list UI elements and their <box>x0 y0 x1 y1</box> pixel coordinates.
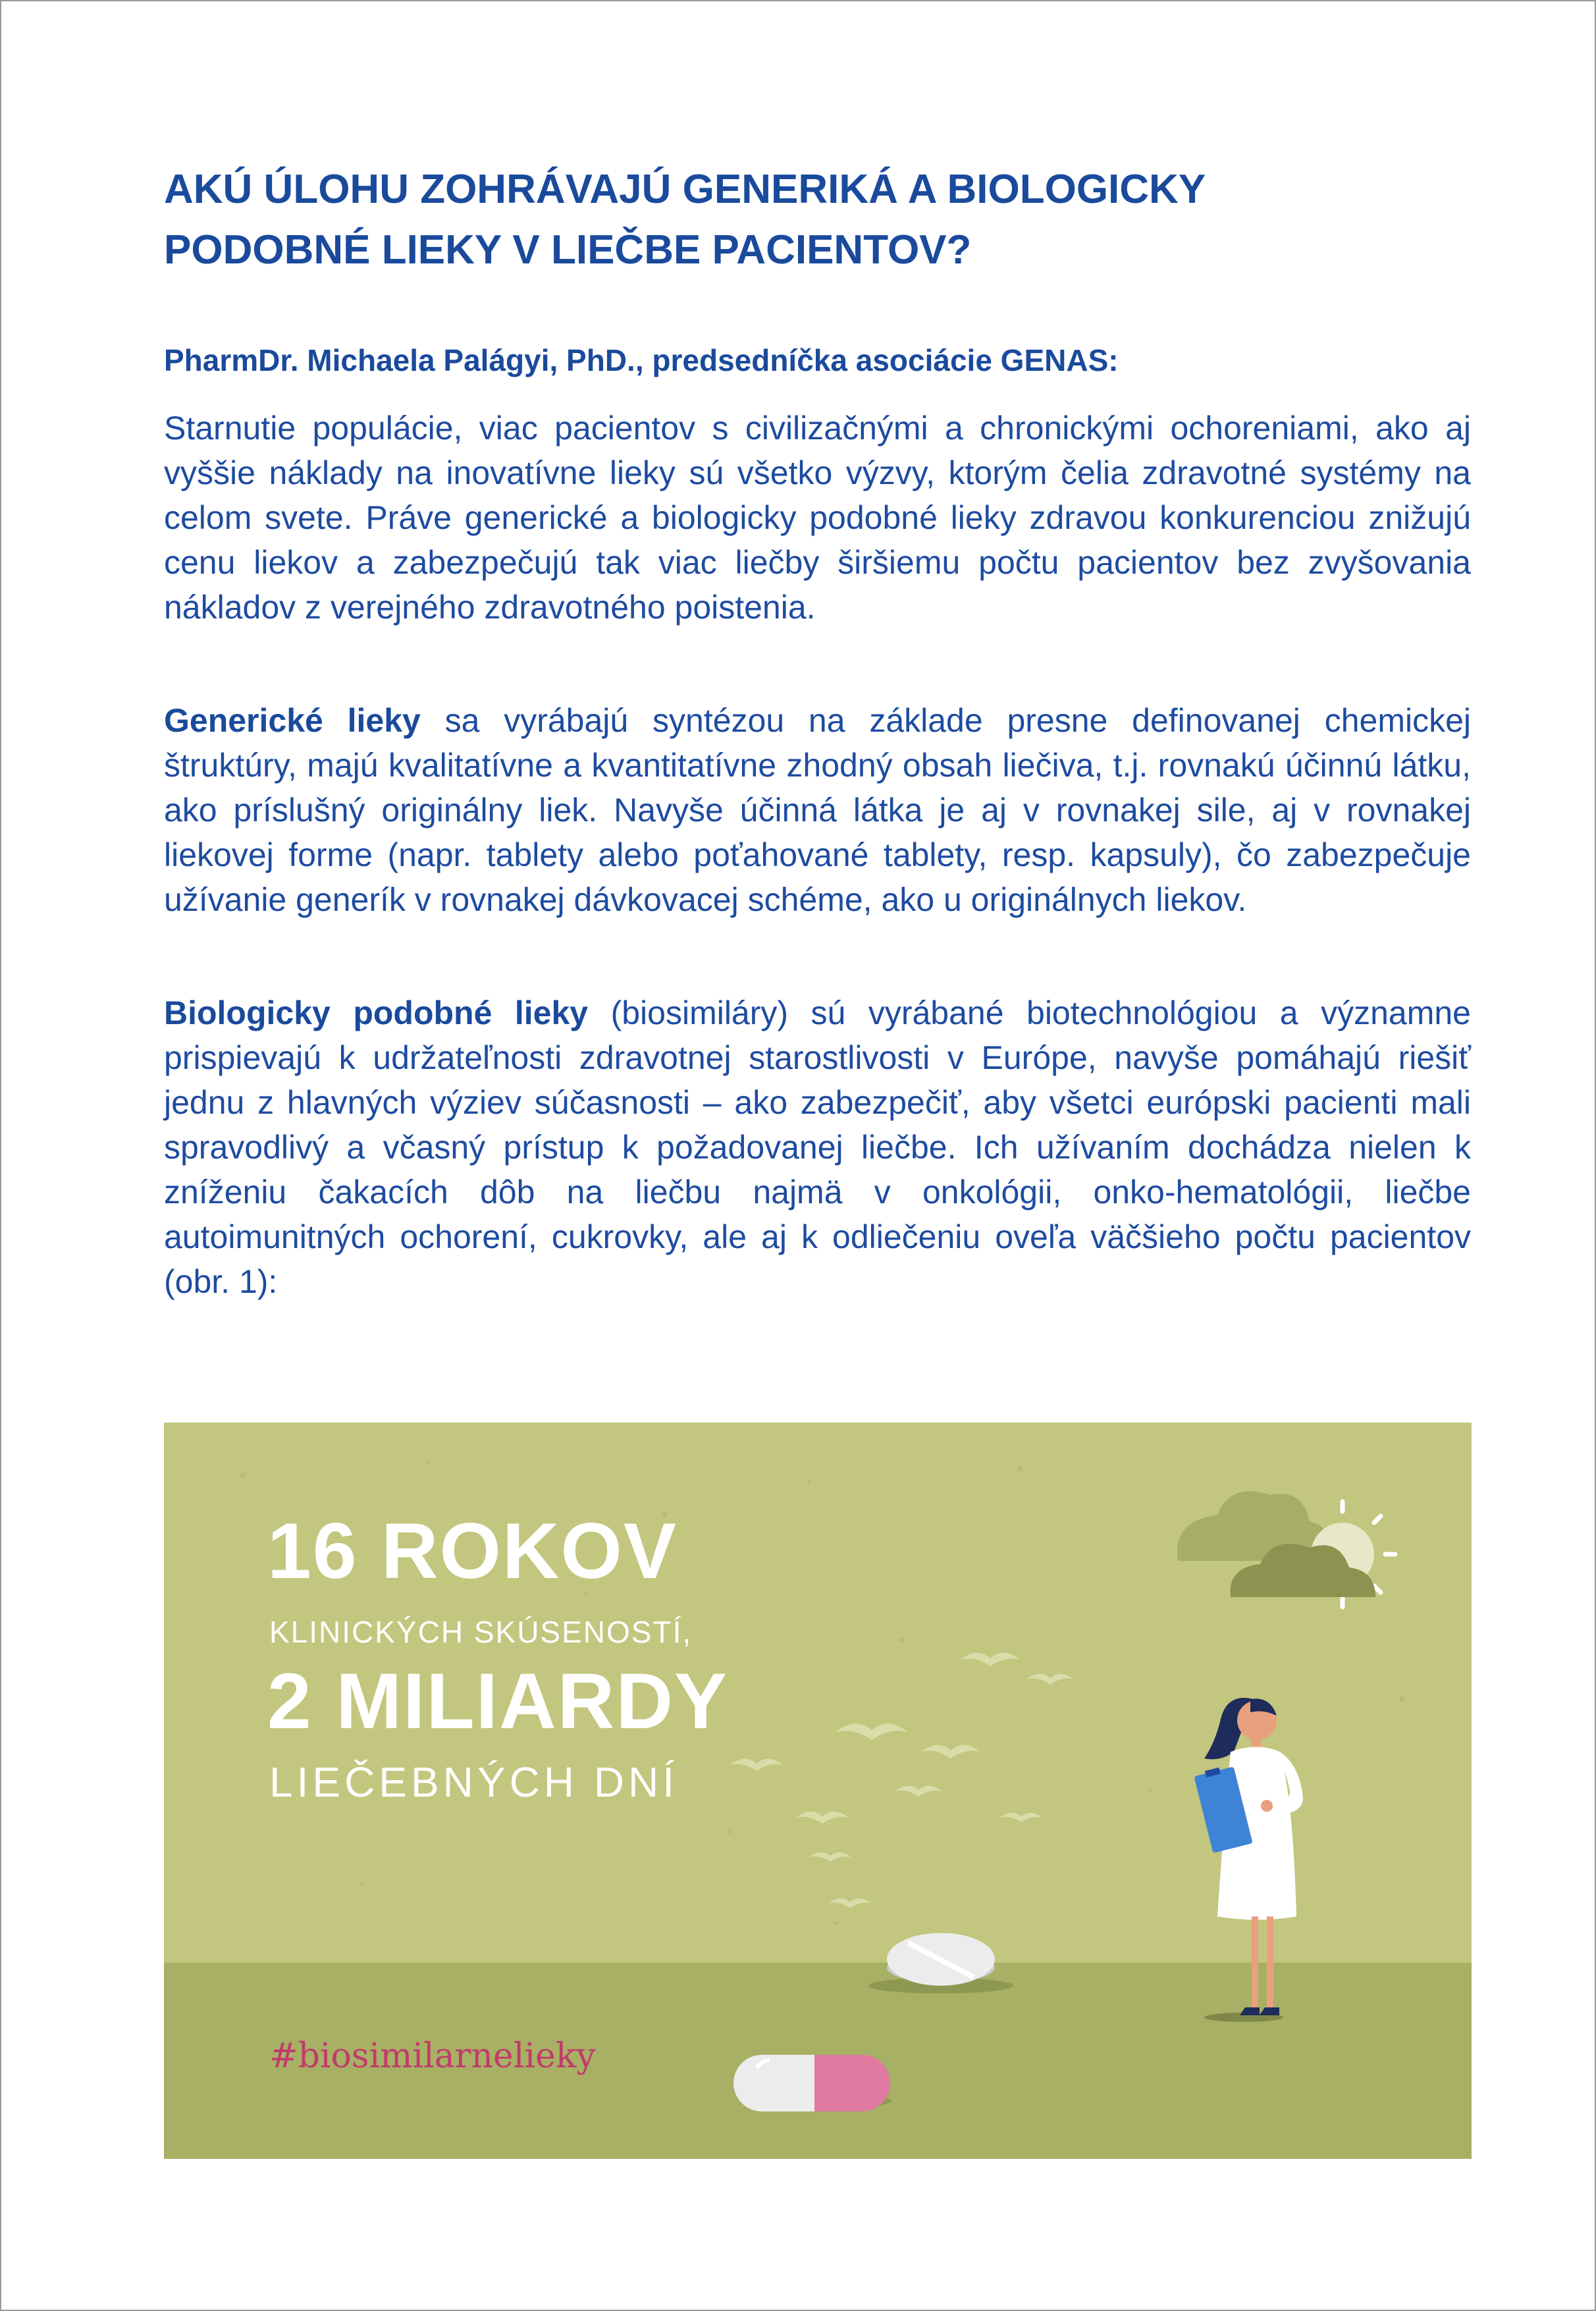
infographic-banner <box>164 1423 1472 2159</box>
stat-days-value: 2 MILIARDY <box>267 1657 729 1745</box>
doctor-figure <box>1194 1698 1303 2022</box>
page-title <box>164 159 1415 281</box>
stat-years-label: KLINICKÝCH SKÚSENOSTÍ, <box>269 1615 693 1649</box>
birds-icon <box>730 1652 1074 1908</box>
paragraph-biosimilars <box>164 991 1471 1304</box>
page-title-line-2: PODOBNÉ LIEKY V LIEČBE PACIENTOV? <box>164 227 972 273</box>
page-title-line-1: AKÚ ÚLOHU ZOHRÁVAJÚ GENERIKÁ A BIOLOGICKY <box>164 167 1206 212</box>
stat-years-value: 16 ROKOV <box>267 1507 678 1595</box>
hashtag-label: #biosimilarnelieky <box>269 2036 596 2076</box>
paragraph-generics-text: sa vyrábajú syntézou na základe presne definovanej chemickej štruktúry, majú kvalitatívne a kvantitatívne zhodný obsah liečiva, t.j. rovnakú účinnú látku, ako príslušný originálny liek. Navyše účinná látka je aj v rovnakej sile, aj v rovnakej liekovej forme (napr. tablety alebo poťahované tablety, resp. kapsuly), čo zabezpečuje užívanie generík v rovnakej dávkovacej schéme, ako u originálnych liekov. <box>164 702 1471 918</box>
capsule-pill-icon <box>733 2055 891 2111</box>
stat-days-label: LIEČEBNÝCH DNÍ <box>269 1758 678 1806</box>
author-byline: PharmDr. Michaela Palágyi, PhD., predsedníčka asociácie GENAS: <box>164 343 1119 377</box>
paragraph-biosimilars-text: (biosimiláry) sú vyrábané biotechnológiou a významne prispievajú k udržateľnosti zdravotnej starostlivosti v Európe, navyše pomáhajú riešiť jednu z hlavných výziev súčasnosti – ako zabezpečiť, aby všetci európski pacienti mali spravodlivý a včasný prístup k požadovanej liečbe. Ich užívaním dochádza nielen k zníženiu čakacích dôb na liečbu najmä v onkológii, onko-hematológii, liečbe autoimunitných ochorení, cukrovky, ale aj k odliečeniu oveľa väčšieho počtu pacientov (obr. 1): <box>164 994 1471 1300</box>
term-generics: Generické lieky <box>164 702 421 739</box>
paragraph-intro: Starnutie populácie, viac pacientov s civilizačnými a chronickými ochoreniami, ako aj vyššie náklady na inovatívne lieky sú všetko výzvy, ktorým čelia zdravotné systémy na celom svete. Práve generické a biologicky podobné lieky zdravou konkurenciou znižujú cenu liekov a zabezpečujú tak viac liečby širšiemu počtu pacientov bez zvyšovania nákladov z verejného zdravotného poistenia. <box>164 410 1471 626</box>
paragraph-generics <box>164 698 1471 922</box>
tablet-pill-icon <box>868 1933 1013 1994</box>
term-biosimilars: Biologicky podobné lieky <box>164 994 589 1031</box>
